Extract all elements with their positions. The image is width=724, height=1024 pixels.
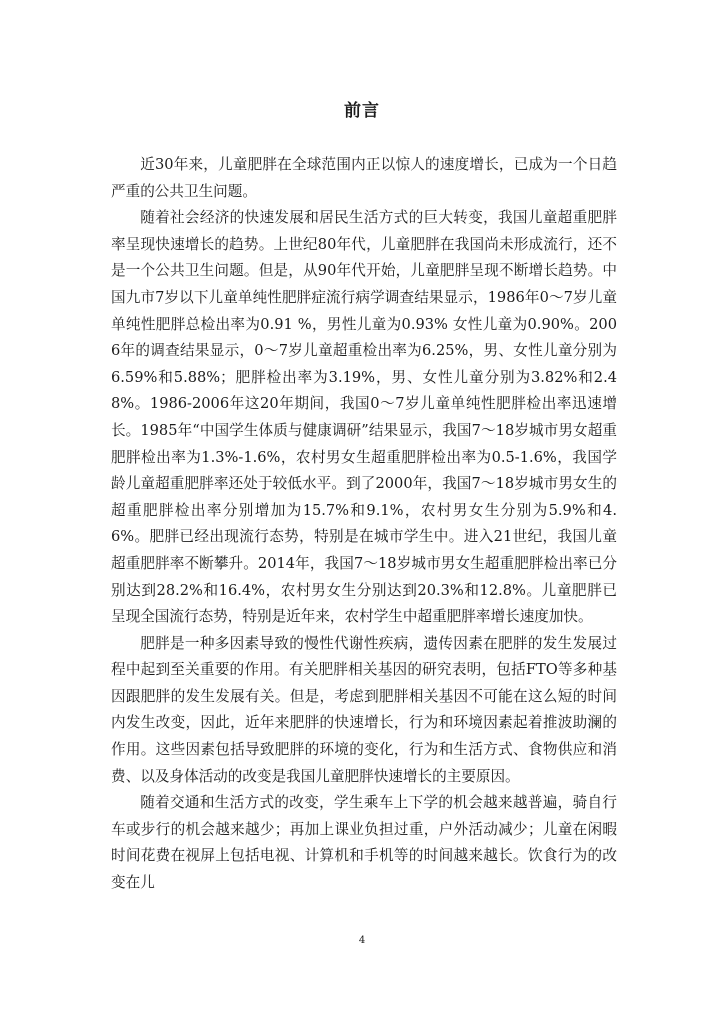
- paragraph-2: 随着社会经济的快速发展和居民生活方式的巨大转变，我国儿童超重肥胖率呈现快速增长的趋势。上世纪80年代，儿童肥胖在我国尚未形成流行，还不是一个公共卫生问题。但是，从90年代开始，儿童肥胖呈现不断增长趋势。中国九市7岁以下儿童单纯性肥胖症流行病学调查结果显示，1986年0～7岁儿童单纯性肥胖总检出率为0.91 %，男性儿童为0.93% 女性儿童为0.90%。2006年的调查结果显示，0～7岁儿童超重检出率为6.25%，男、女性儿童分别为6.59%和5.88%；肥胖检出率为3.19%，男、女性儿童分别为3.82%和2.48%。1986-2006年这20年期间，我国0～7岁儿童单纯性肥胖检出率迅速增长。1985年“中国学生体质与健康调研”结果显示，我国7～18岁城市男女超重肥胖检出率为1.3%-1.6%，农村男女生超重肥胖检出率为0.5-1.6%，我国学龄儿童超重肥胖率还处于较低水平。到了2000年，我国7～18岁城市男女生的超重肥胖检出率分别增加为15.7%和9.1%，农村男女生分别为5.9%和4.6%。肥胖已经出现流行态势，特别是在城市学生中。进入21世纪，我国儿童超重肥胖率不断攀升。2014年，我国7～18岁城市男女生超重肥胖检出率已分别达到28.2%和16.4%，农村男女生分别达到20.3%和12.8%。儿童肥胖已呈现全国流行态势，特别是近年来，农村学生中超重肥胖率增长速度加快。: [111, 209, 617, 626]
- paragraph-1: 近30年来，儿童肥胖在全球范围内正以惊人的速度增长，已成为一个日趋严重的公共卫生问题。: [111, 156, 617, 200]
- paragraph-4: 随着交通和生活方式的改变，学生乘车上下学的机会越来越普遍，骑自行车或步行的机会越来越少；再加上课业负担过重，户外活动减少；儿童在闲暇时间花费在视屏上包括电视、计算机和手机等的时间越来越长。饮食行为的改变在儿: [111, 794, 617, 892]
- page-title: 前言: [344, 101, 380, 121]
- paragraph-3: 肥胖是一种多因素导致的慢性代谢性疾病，遗传因素在肥胖的发生发展过程中起到至关重要的作用。有关肥胖相关基因的研究表明，包括FTO等多种基因跟肥胖的发生发展有关。但是，考虑到肥胖相关基因不可能在这么短的时间内发生改变，因此，近年来肥胖的快速增长，行为和环境因素起着推波助澜的作用。这些因素包括导致肥胖的环境的变化，行为和生活方式、食物供应和消费、以及身体活动的改变是我国儿童肥胖快速增长的主要原因。: [111, 634, 617, 785]
- page-number: 4: [358, 935, 366, 946]
- body-text: [111, 152, 617, 897]
